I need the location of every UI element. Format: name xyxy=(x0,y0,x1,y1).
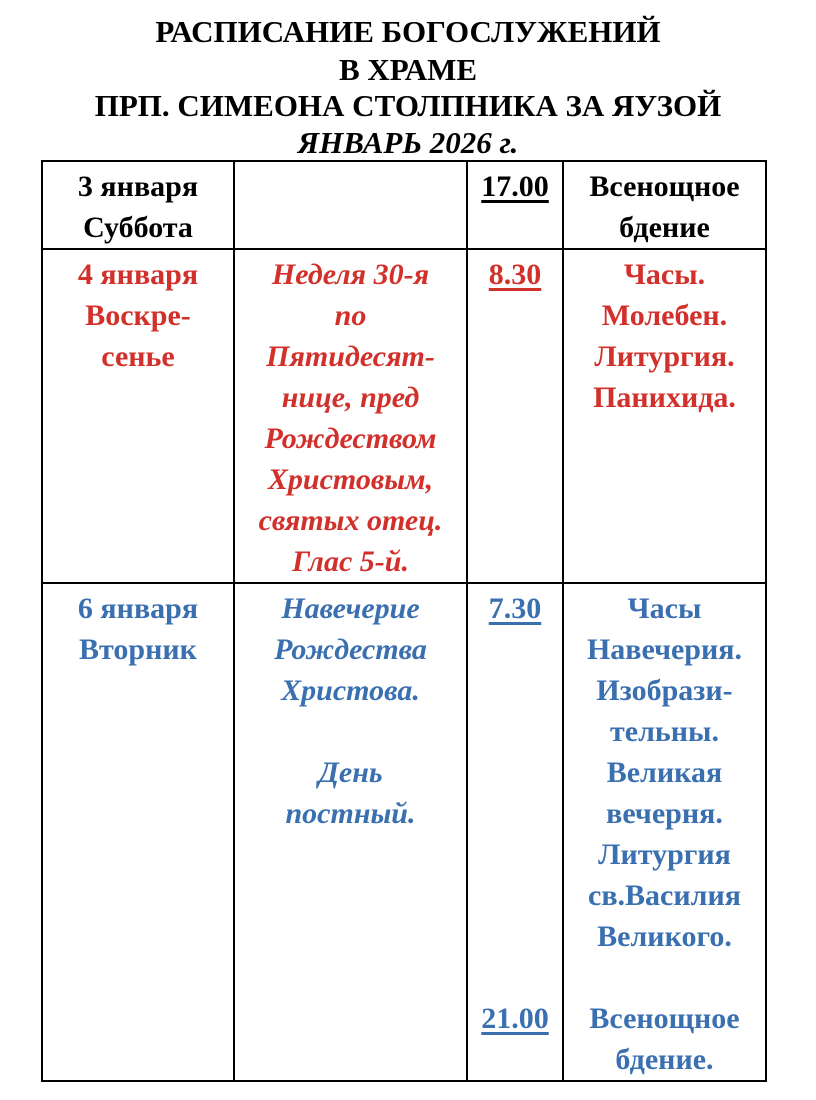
weekday-text: Суббота xyxy=(83,211,193,244)
time-cell xyxy=(467,583,563,1081)
date-cell xyxy=(42,161,234,249)
services-cell xyxy=(563,583,766,1081)
service-line: бдение. xyxy=(615,1043,714,1076)
service-time: 17.00 xyxy=(481,170,549,203)
occasion-line: Глас 5-й. xyxy=(292,545,409,578)
occasion-cell xyxy=(234,249,467,583)
table-row xyxy=(42,249,766,583)
occasion-note-line: День xyxy=(318,756,383,789)
service-line: Часы. xyxy=(623,258,706,291)
date-text: 6 января xyxy=(77,592,199,625)
service-line: Изобрази- xyxy=(596,674,733,707)
service-time: 8.30 xyxy=(488,258,542,291)
occasion-line: Навечерие xyxy=(281,592,420,625)
service-line: Панихида. xyxy=(593,381,736,414)
service-line: Всенощное xyxy=(589,170,740,203)
occasion-note-line: постный. xyxy=(285,797,416,830)
services-cell xyxy=(563,161,766,249)
date-text: 4 января xyxy=(77,258,199,291)
service-line: Навечерия. xyxy=(586,633,743,666)
services-cell xyxy=(563,249,766,583)
weekday-text: Воскре- xyxy=(85,299,191,332)
occasion-line: Рождеством xyxy=(264,422,437,455)
service-line: бдение xyxy=(619,211,710,244)
weekday-text: сенье xyxy=(101,340,175,373)
spacer xyxy=(566,957,763,998)
occasion-cell xyxy=(234,161,467,249)
table-row xyxy=(42,583,766,1081)
service-time: 7.30 xyxy=(488,592,542,625)
service-line: Великая xyxy=(606,756,723,789)
service-line: Литургия. xyxy=(594,340,735,373)
service-line: Всенощное xyxy=(589,1002,740,1035)
service-time: 21.00 xyxy=(481,1002,549,1035)
title-line-3: ПРП. СИМЕОНА СТОЛПНИКА ЗА ЯУЗОЙ xyxy=(94,88,722,123)
occasion-line: Христова. xyxy=(281,674,420,707)
time-cell xyxy=(467,249,563,583)
spacer xyxy=(470,629,560,998)
service-line: Великого. xyxy=(597,920,732,953)
occasion-line: Пятидесят- xyxy=(266,340,435,373)
schedule-table xyxy=(41,160,767,1082)
table-row xyxy=(42,161,766,249)
service-line: св.Василия xyxy=(588,879,741,912)
occasion-line: Неделя 30-я xyxy=(271,258,430,291)
date-text: 3 января xyxy=(77,170,199,203)
date-cell xyxy=(42,583,234,1081)
month-title: ЯНВАРЬ 2026 г. xyxy=(297,125,519,160)
weekday-text: Вторник xyxy=(79,633,197,666)
title-line-2: В ХРАМЕ xyxy=(338,52,478,87)
date-cell xyxy=(42,249,234,583)
spacer xyxy=(237,711,464,752)
occasion-line: Христовым, xyxy=(267,463,434,496)
service-line: Молебен. xyxy=(601,299,728,332)
service-line: Литургия xyxy=(598,838,731,871)
occasion-line: по xyxy=(334,299,367,332)
occasion-cell xyxy=(234,583,467,1081)
service-line: тельны. xyxy=(610,715,719,748)
title-line-1: РАСПИСАНИЕ БОГОСЛУЖЕНИЙ xyxy=(155,14,661,49)
service-line: Часы xyxy=(627,592,702,625)
service-line: вечерня. xyxy=(606,797,723,830)
occasion-line: нице, пред xyxy=(281,381,420,414)
occasion-line: святых отец. xyxy=(258,504,443,537)
occasion-line: Рождества xyxy=(274,633,427,666)
time-cell xyxy=(467,161,563,249)
